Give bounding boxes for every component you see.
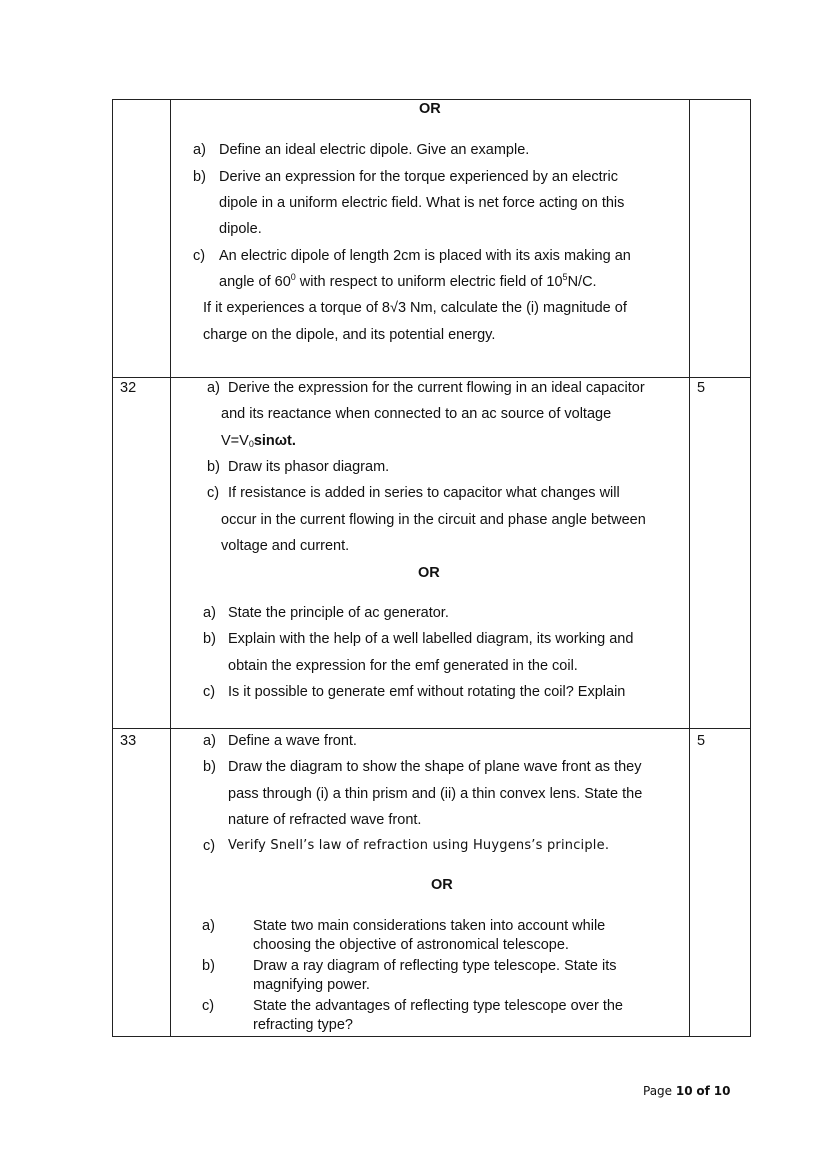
question-text: charge on the dipole, and its potential energy. <box>203 327 496 343</box>
marks-cell <box>690 729 751 1037</box>
item-label: a) <box>207 380 220 396</box>
question-number: 33 <box>120 733 137 749</box>
marks-value: 5 <box>697 733 706 749</box>
item-label: c) <box>203 684 216 700</box>
item-label: a) <box>202 918 215 934</box>
question-text: Verify Snell’s law of refraction using Huygens’s principle. <box>228 838 610 853</box>
question-text: dipole in a uniform electric field. What is net force acting on this <box>219 195 625 211</box>
question-text: occur in the current flowing in the circuit and phase angle between <box>221 512 646 528</box>
question-text: State the principle of ac generator. <box>228 605 449 621</box>
formula-text: $V=V_0\sin\omega t$. <box>221 433 296 449</box>
item-label: c) <box>203 838 216 854</box>
item-label: c) <box>207 485 220 501</box>
marks-cell <box>690 100 751 378</box>
question-text: If resistance is added in series to capacitor what changes will <box>228 485 620 501</box>
marks-cell <box>690 378 751 729</box>
question-text: State the advantages of reflecting type telescope over the <box>253 998 623 1014</box>
question-text: nature of refracted wave front. <box>228 812 422 828</box>
question-text: voltage and current. <box>221 538 350 554</box>
item-label: a) <box>193 142 206 158</box>
question-text: Derive an expression for the torque experienced by an electric <box>219 169 618 185</box>
item-label: a) <box>203 733 216 749</box>
marks-value: 5 <box>697 380 706 396</box>
item-label: b) <box>207 459 220 475</box>
question-text: Explain with the help of a well labelled diagram, its working and <box>228 631 634 647</box>
item-label: b) <box>203 759 216 775</box>
question-number-cell <box>113 729 171 1037</box>
question-text: Draw a ray diagram of reflecting type telescope. State its <box>253 958 617 974</box>
question-text: State two main considerations taken into account while <box>253 918 606 934</box>
question-number: 32 <box>120 380 137 396</box>
question-text: angle of $60^0$ with respect to uniform electric field of $10^5N/C$. <box>219 272 597 290</box>
question-text: Define an ideal electric dipole. Give an example. <box>219 142 530 158</box>
question-text: Define a wave front. <box>228 733 357 749</box>
or-separator: OR <box>418 565 440 581</box>
or-separator: OR <box>419 101 441 117</box>
item-label: b) <box>203 631 216 647</box>
question-text: If it experiences a torque of 8√3 Nm, calculate the (i) magnitude of <box>203 300 627 316</box>
item-label: b) <box>202 958 215 974</box>
question-text: An electric dipole of length 2cm is placed with its axis making an <box>219 248 631 264</box>
question-number-cell <box>113 378 171 729</box>
question-text: refracting type? <box>253 1017 353 1033</box>
question-text: Is it possible to generate emf without rotating the coil? Explain <box>228 684 626 700</box>
question-text: Draw its phasor diagram. <box>228 459 390 475</box>
question-number-cell <box>113 100 171 378</box>
question-text: Draw the diagram to show the shape of plane wave front as they <box>228 759 642 775</box>
question-text: Derive the expression for the current flowing in an ideal capacitor <box>228 380 645 396</box>
question-text: pass through (i) a thin prism and (ii) a thin convex lens. State the <box>228 786 643 802</box>
question-text: and its reactance when connected to an ac source of voltage <box>221 406 612 422</box>
item-label: a) <box>203 605 216 621</box>
item-label: c) <box>202 998 215 1014</box>
item-label: b) <box>193 169 206 185</box>
question-text: dipole. <box>219 221 262 237</box>
page-footer: Page 10 of 10 <box>643 1084 731 1098</box>
question-text: obtain the expression for the emf generated in the coil. <box>228 658 578 674</box>
or-separator: OR <box>431 877 453 893</box>
item-label: c) <box>193 248 206 264</box>
question-text: choosing the objective of astronomical telescope. <box>253 937 569 953</box>
question-text: magnifying power. <box>253 977 370 993</box>
